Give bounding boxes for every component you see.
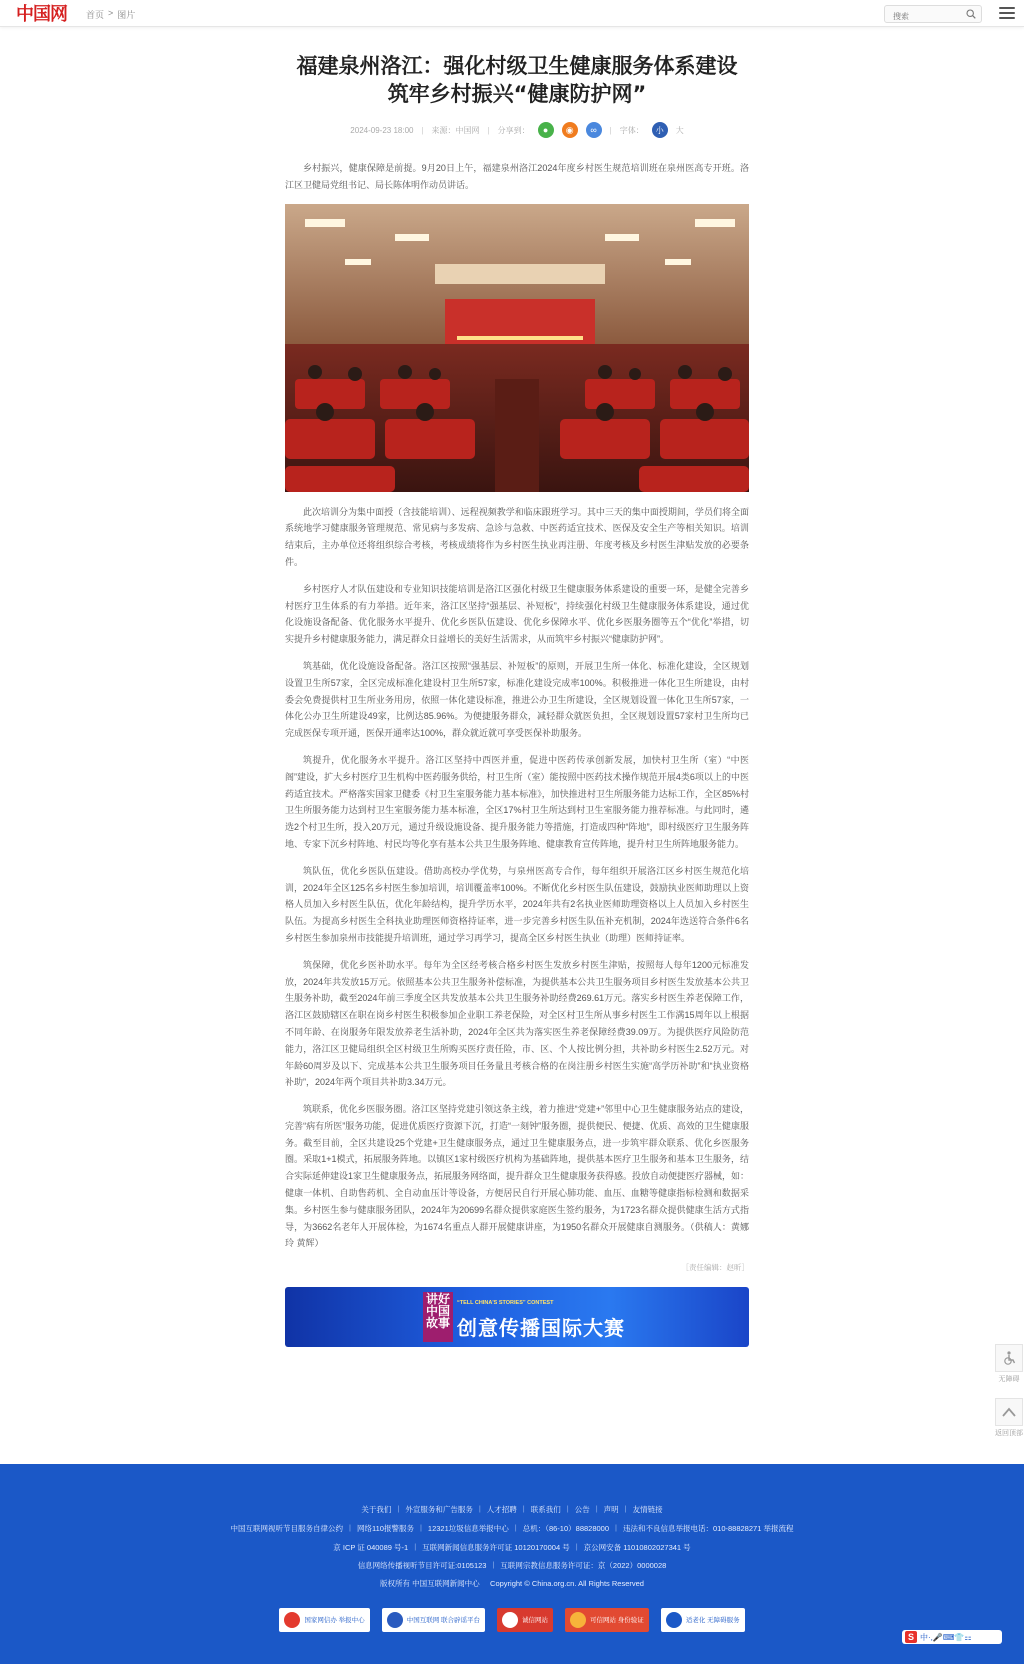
footer-link[interactable]: 互联网新闻信息服务许可证 10120170004 号 xyxy=(422,1543,570,1552)
page-title xyxy=(285,52,749,108)
wechat-share-icon[interactable]: ● xyxy=(538,122,554,138)
paragraph: 乡村医疗人才队伍建设和专业知识技能培训是洛江区强化村级卫生健康服务体系建设的重要一环，是健全完善乡村医疗卫生体系的有力举措。近年来，洛江区坚持“强基层、补短板”，持续强化村级卫生健康服务体系建设，通过优化设施设备配备、优化服务水平提升、优化乡医队伍建设、优化乡保障水平、优化乡医服务圈等五个“优化”举措，切实提升乡村健康服务能力，满足群众日益增长的美好生活需求，从而筑牢乡村振兴“健康防护网”。 xyxy=(285,583,749,645)
footer-link[interactable]: 外宣服务和广告服务 xyxy=(405,1505,473,1514)
banner-logo: 讲好中国故事 xyxy=(423,1292,453,1342)
paragraph: 此次培训分为集中面授（含技能培训）、远程视频教学和临床跟班学习。其中三天的集中面授期间，学员们将全面系统地学习健康服务管理规范、常见病与多发病、急诊与急救、中医药适宜技术、医保及安全生产等相关知识。培训结束后，主办单位还将组织综合考核，考核成绩将作为乡村医生执业再注册、年度考核及乡村医生津贴发放的必要条件。 xyxy=(285,506,749,567)
footer-link[interactable]: 互联网宗教信息服务许可证：京（2022）0000028 xyxy=(500,1561,667,1570)
paragraph: 筑保障，优化乡医补助水平。每年为全区经考核合格乡村医生发放乡村医生津贴，按照每人每年1200元标准发放，2024年共发放15万元。依照基本公共卫生服务补偿标准，为提供基本公共卫生服务项目乡村医生发放基本公共卫生服务补助，截至2024年前三季度全区共发放基本公共卫生服务补助经费269.61万元。落实乡村医生养老保障工作，洛江区鼓励辖区在职在岗乡村医生积极参加企业职工养老保险，对全区村卫生所从事乡村医生工作满15周年以上根据不同年龄、在岗服务年限发放养老生活补助，2024年全区共为落实医生养老保障经费39.09万。为提供医疗风险防范能力，洛江区卫健局组织全区村级卫生所购买医疗责任险，市、区、个人按比例分担，共补助乡村医生2.52万元。对年龄60周岁及以下、完成基本公共卫生服务项目任务量且考核合格的在岗注册乡村医生实施“高学历补助”和“执业资格补助”，2024年两个项目共补助3.34万元。 xyxy=(285,959,749,1088)
breadcrumb-separator: > xyxy=(108,8,114,18)
banner-title: 创意传播国际大赛 xyxy=(457,1316,625,1341)
paragraph: 筑联系，优化乡医服务圈。洛江区坚持党建引领这条主线，着力推进“党建+”邻里中心卫生健康服务站点的建设，完善“病有所医”服务功能，促进优质医疗资源下沉，打造“一刻钟”服务圈，提供便民、便捷、优质、高效的卫生健康服务。截至目前，全区共建设25个党建+卫生健康服务点，通过卫生健康服务点，进一步筑牢群众联系、优化乡医服务圈。采取1+1模式，拓展服务阵地。以镇区1家村级医疗机构为基础阵地，提供基本医疗卫生服务和基本卫生服务，结合实际延伸建设1家卫生健康服务点，拓展服务网络面，提升群众卫生健康服务获得感。投放自动便捷医疗器械，如：健康一体机、自助售药机、全自动血压计等设备，方便居民自行开展心肺功能、血压、血糖等健康指标检测和数据采集。乡村医生参与健康服务团队，2024年为20699名群众提供家庭医生签约服务，为1723名群众提供健康生活方式指导，为3662名老年人开展体检，为1674名重点人群开展健康讲座，为1950名群众开展健康自测服务。（供稿人：黄娜玲 黄辉） xyxy=(285,1104,750,1249)
link-share-icon[interactable]: ∞ xyxy=(586,122,602,138)
search-icon[interactable] xyxy=(966,9,976,19)
badge-label: 可信网站 身份验证 xyxy=(590,1616,644,1624)
accessibility-tool[interactable] xyxy=(994,1344,1024,1384)
ime-toolbar[interactable] xyxy=(902,1630,1002,1644)
footer-link[interactable]: 京 ICP 证 040089 号-1 xyxy=(333,1543,409,1552)
font-size-label: 字体： xyxy=(619,125,644,135)
badge-label: 适老化 无障碍服务 xyxy=(685,1616,740,1624)
credit-site-icon xyxy=(502,1612,518,1628)
footer-link[interactable]: 声明 xyxy=(603,1505,619,1514)
source-name: 中国网 xyxy=(455,125,480,135)
badge-label: 中国互联网 联合辟谣平台 xyxy=(406,1616,480,1624)
footer-badges xyxy=(0,1608,1024,1632)
source-label: 来源： xyxy=(431,125,456,135)
footer-row-4: 信息网络传播视听节目许可证:0105123 | 互联网宗教信息服务许可证：京（2022）0000028 xyxy=(357,1560,667,1570)
breadcrumb-pictures[interactable]: 图片 xyxy=(117,10,136,20)
footer-link[interactable]: 12321垃圾信息举报中心 xyxy=(427,1524,509,1533)
accessibility-icon xyxy=(995,1344,1023,1372)
footer-link[interactable]: 关于我们 xyxy=(361,1505,392,1514)
arrow-up-icon xyxy=(995,1398,1023,1426)
footer-link[interactable]: 友情链接 xyxy=(632,1505,663,1514)
font-large-button[interactable]: 大 xyxy=(675,125,684,135)
footer-link[interactable]: 联系我们 xyxy=(530,1505,561,1514)
weibo-share-icon[interactable]: ◉ xyxy=(562,122,578,138)
badge-label: 诚信网站 xyxy=(522,1616,548,1624)
paragraph: 乡村振兴，健康保障是前提。9月20日上午，福建泉州洛江2024年度乡村医生规范培训班在泉州医高专开班。洛江区卫健局党组书记、局长陈体明作动员讲话。 xyxy=(285,163,749,190)
publish-date: 2024-09-23 18:00 xyxy=(350,125,414,135)
back-to-top[interactable] xyxy=(994,1398,1024,1438)
banner-subtitle: “TELL CHINA'S STORIES” CONTEST xyxy=(457,1300,554,1307)
footer-link[interactable]: 信息网络传播视听节目许可证:0105123 xyxy=(357,1561,487,1570)
back-to-top-label: 返回顶部 xyxy=(995,1430,1023,1437)
share-label: 分享到： xyxy=(497,125,530,135)
menu-icon[interactable] xyxy=(999,7,1015,19)
trusted-site-icon xyxy=(570,1612,586,1628)
rumor-platform-badge[interactable] xyxy=(382,1608,485,1632)
report-center-badge[interactable] xyxy=(279,1608,369,1632)
report-center-icon xyxy=(284,1612,300,1628)
footer-link[interactable]: 公告 xyxy=(574,1505,590,1514)
footer-copyright: 版权所有 中国互联网新闻中心 Copyright © China.org.cn. All Rights Reserved xyxy=(380,1579,644,1588)
paragraph: 筑提升，优化服务水平提升。洛江区坚持中西医并重，促进中医药传承创新发展，加快村卫生所（室）“中医阁”建设，扩大乡村医疗卫生机构中医药服务供给，村卫生所（室）能按照中医药技术操作规范开展4类6项以上的中医药适宜技术。严格落实国家卫健委《村卫生室服务能力基本标准》，加快推进村卫生所服务能力达标工作，全区85%村卫生所服务能力达到村卫生室服务能力基本标准，全区17%村卫生所达到村卫生室服务能力推荐标准。与此同时，遴选2个村卫生所，投入20万元，通过升级设施设备、提升服务能力等措施，打造成四种“阵地”，即村级医疗卫生服务阵地、专家下沉乡村阵地、村民均等化享有基本公共卫生服务阵地、健康教育宣传阵地，提升村卫生所阵地服务能力。 xyxy=(285,754,749,849)
footer-row-2: 中国互联网视听节目服务自律公约 | 网络110报警服务 | 12321垃圾信息举报中心 | 总机：（86-10）88828000 | 违法和不良信息举报电话：010-88828271 举报流程 xyxy=(230,1523,794,1533)
paragraph: 筑队伍，优化乡医队伍建设。借助高校办学优势，与泉州医高专合作，每年组织开展洛江区乡村医生规范化培训，2024年全区125名乡村医生参加培训，培训覆盖率100%。不断优化乡村医生队伍建设，鼓励执业医师助理以上资格人员加入乡村医生队伍，优化年龄结构，提升学历水平，2024年共有2名执业医师助理资格以上人员加入乡村医生队伍。为提高乡村医生全科执业助理医师资格持证率，进一步完善乡村医生队伍补充机制，2024年选送符合条件6名乡村医生参加泉州市技能提升培训班，通过学习再学习，提高全区乡村医生执业（助理）医师持证率。 xyxy=(285,865,749,943)
search-box xyxy=(884,5,982,23)
trusted-site-badge[interactable] xyxy=(565,1608,649,1632)
article-meta: 2024-09-23 18:00 | 来源：中国网 | 分享到： ● ◉ ∞ | 字体： 小 大 xyxy=(285,120,749,140)
logo-mark: 中国网 xyxy=(16,4,67,25)
title-line-1: 福建泉州洛江：强化村级卫生健康服务体系建设 xyxy=(296,54,738,78)
footer-text: 总机：（86-10）88828000 xyxy=(522,1524,610,1533)
badge-label: 国家网信办 举报中心 xyxy=(304,1616,365,1624)
article xyxy=(285,52,749,1347)
footer-links: 关于我们 | 外宣服务和广告服务 | 人才招聘 | 联系我们 | 公告 | 声明 | 友情链接 xyxy=(361,1504,663,1514)
elderly-access-badge[interactable] xyxy=(661,1608,745,1632)
footer-link[interactable]: 违法和不良信息举报电话：010-88828271 举报流程 xyxy=(622,1524,794,1533)
responsible-editor: ［责任编辑：赵昕］ xyxy=(681,1263,749,1273)
footer-link[interactable]: 网络110报警服务 xyxy=(356,1524,414,1533)
article-body xyxy=(285,160,749,1252)
breadcrumb xyxy=(86,8,135,21)
search-input[interactable] xyxy=(885,9,963,25)
title-line-2: 筑牢乡村振兴“健康防护网” xyxy=(387,82,647,106)
footer-row-3: 京 ICP 证 040089 号-1 | 互联网新闻信息服务许可证 10120170004 号 | 京公网安备 11010802027341 号 xyxy=(333,1542,691,1552)
conference-photo xyxy=(285,204,749,492)
footer-link[interactable]: 人才招聘 xyxy=(486,1505,517,1514)
font-small-button[interactable]: 小 xyxy=(652,122,668,138)
wheelchair-icon xyxy=(666,1612,682,1628)
top-bar xyxy=(0,0,1024,27)
breadcrumb-home[interactable]: 首页 xyxy=(86,10,105,20)
accessibility-label: 无障碍 xyxy=(998,1376,1020,1383)
ime-status: 中·,🎤⌨👕⚏ xyxy=(920,1632,972,1642)
footer-link[interactable]: 京公网安备 11010802027341 号 xyxy=(583,1543,691,1552)
sogou-ime-icon: S xyxy=(905,1631,917,1643)
rumor-platform-icon xyxy=(387,1612,403,1628)
credit-site-badge[interactable] xyxy=(497,1608,553,1632)
contest-banner[interactable] xyxy=(285,1287,749,1347)
site-logo[interactable] xyxy=(16,3,67,23)
conference-photo-image xyxy=(285,204,749,492)
paragraph: 筑基础，优化设施设备配备。洛江区按照“强基层、补短板”的原则，开展卫生所一体化、标准化建设，全区规划设置卫生所57家，全区完成标准化建设村卫生所57家，标准化建设完成率100%。积极推进一体化卫生所建设，由村委会免费提供村卫生所业务用房，依照一体化建设标准，推进公办卫生所建设，全区规划设置一体化卫生所57家，一体化公办卫生所建设49家，比例达85.96%。为便捷服务群众，减轻群众就医负担，全区规划设置57家村卫生所均已完成医保专项开通，医保开通率达100%，群众就近就可享受医保补助服务。 xyxy=(285,660,749,739)
footer-link[interactable]: 中国互联网视听节目服务自律公约 xyxy=(230,1524,344,1533)
site-footer xyxy=(0,1464,1024,1664)
